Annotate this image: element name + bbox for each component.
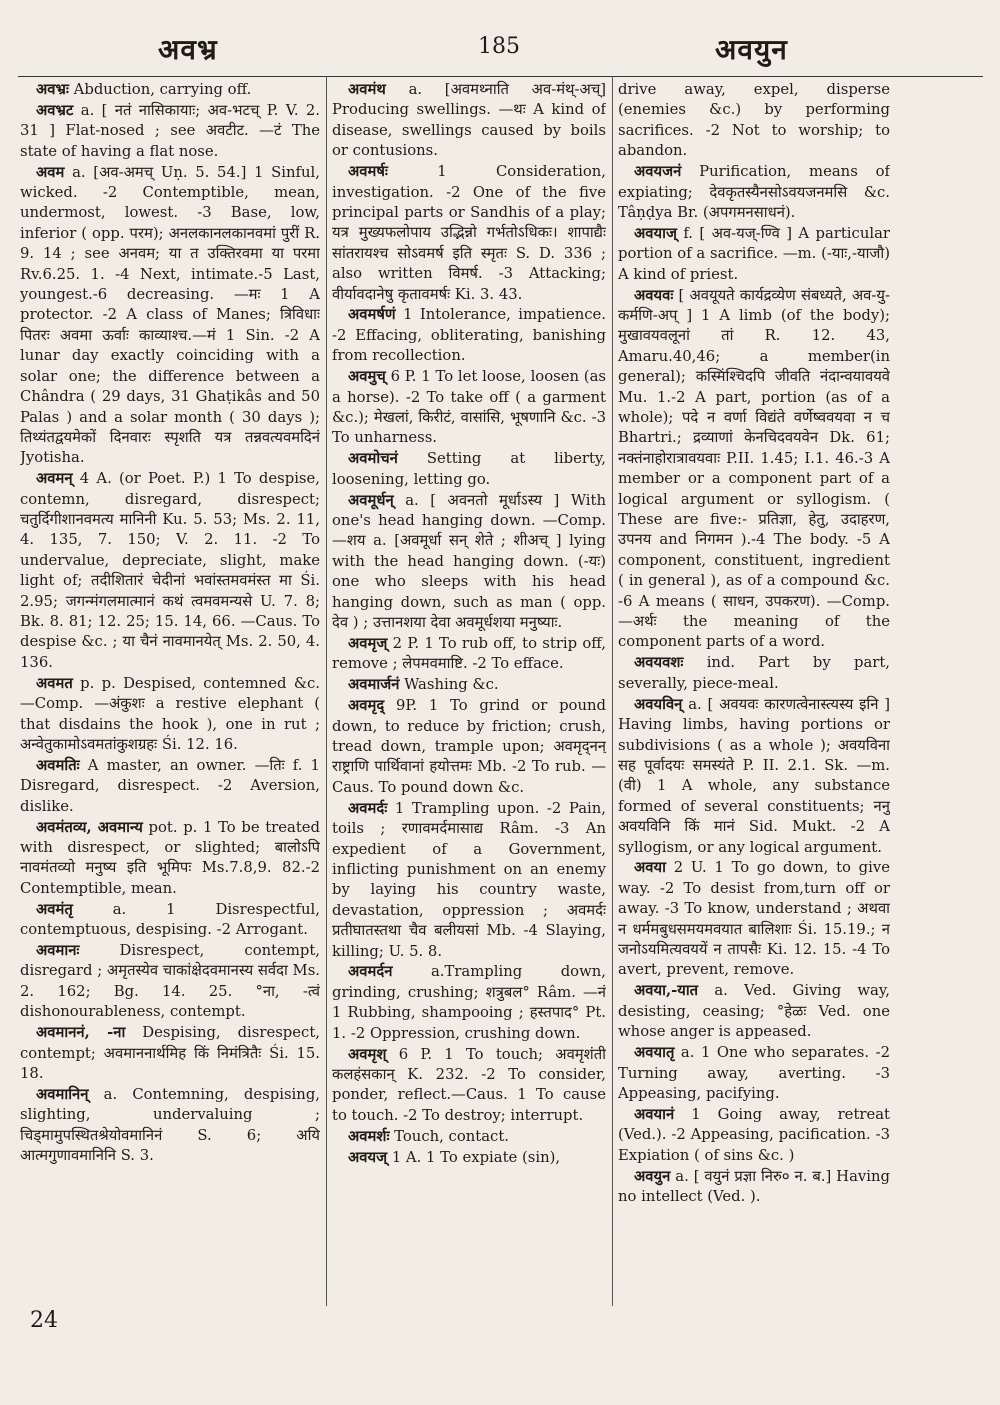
dictionary-entry bbox=[618, 286, 890, 653]
dictionary-entry bbox=[332, 1148, 606, 1168]
dictionary-entry bbox=[20, 818, 320, 900]
dictionary-entry bbox=[618, 1105, 890, 1166]
entry-headword: अवमाननं, -ना bbox=[36, 1024, 126, 1042]
header-rule bbox=[18, 76, 983, 77]
entry-headword: अवयुन bbox=[634, 1167, 671, 1185]
entry-headword: अवमर्षः bbox=[348, 163, 388, 181]
entry-definition: Disrespect, contempt, disregard ; अमृतस्येव चाकांक्षेदवमानस्य सर्वदा Ms. 2. 162; Bg. 14. 25. °ना, -त्वं dishonourableness, contempt. bbox=[20, 942, 320, 1021]
entry-definition: 9P. 1 To grind or pound down, to reduce by friction; crush, tread down, trample upon; अवमृद्नन् राष्ट्राणि पार्थिवानां हयोत्तमः Mb. -2 To rub. —Caus. To pound down &c. bbox=[332, 697, 606, 796]
entry-headword: अवमुच् bbox=[348, 368, 386, 386]
dictionary-entry bbox=[618, 653, 890, 694]
dictionary-entry bbox=[332, 305, 606, 366]
column-divider bbox=[326, 76, 327, 1306]
entry-headword: अवमर्शः bbox=[348, 1127, 390, 1145]
column-1 bbox=[20, 80, 320, 1312]
entry-headword: अवमतिः bbox=[36, 756, 80, 774]
entry-headword: अवभ्रः bbox=[36, 81, 69, 98]
entry-definition: 1 Intolerance, impatience. -2 Effacing, obliterating, banishing from recollection. bbox=[332, 306, 606, 365]
dictionary-entry bbox=[332, 1045, 606, 1127]
dictionary-entry bbox=[20, 674, 320, 756]
entry-headword: अवयाज् bbox=[634, 224, 677, 242]
entry-definition: Purification, means of expiating; देवकृतस्यैनसोऽवयजनमसि &c. Tâṇḍya Br. (अपगमनसाधनं). bbox=[618, 163, 890, 221]
entry-headword: अवमंतव्य, अवमान्य bbox=[36, 818, 143, 836]
entry-definition: a. [ वयुनं प्रज्ञा निरु० न. ब.] Having no intellect (Ved. ). bbox=[618, 1167, 890, 1205]
entry-definition: 2 U. 1 To go down, to give way. -2 To desist from,turn off or away. -3 To know, understand ; अथवा न धर्ममबुधसमयमवयात बालिशाः Śi. 15.19.; न जनोऽयमित्यवययें न तापसैः Ki. 12. 15. -4 To avert, prevent, remove. bbox=[618, 859, 890, 979]
entry-definition: Washing &c. bbox=[404, 676, 499, 694]
entry-definition: a. [ अवनतो मूर्धाऽस्य ] With one's head hanging down. —Comp. —शय a. [अवमूर्धा सन् शेते ; शीअच् ] lying with the head hanging down. (-यः) one who sleeps with his head hanging down, such as man ( opp. देव ) ; उत्तानशया देवा अवमूर्धशया मनुष्याः. bbox=[332, 491, 606, 632]
dictionary-entry bbox=[332, 367, 606, 449]
dictionary-entry bbox=[618, 224, 890, 285]
entry-definition: a. [अव-अमच् Uṇ. 5. 54.] 1 Sinful, wicked. -2 Contemptible, mean, undermost, lowest. -3 Base, low, inferior ( opp. परम); अनलकानलकानवमां पुरीं R. 9. 14 ; see अनवम; या त उक्तिरवमा या परमा Rv.6.25. 1. -4 Next, intimate.-5 Last, youngest.-6 decreasing. —मः 1 A protector. -2 A class of Manes; त्रिविधाः पितरः अवमा ऊर्वाः काव्याश्च.—मं 1 Sin. -2 A lunar day exactly coinciding with a solar one; the difference between a Chândra ( 29 days, 31 Ghaṭikâs and 50 Palas ) and a solar month ( 30 days ); तिथ्यंतद्वयमेकों दिनवारः स्पृशति यत्र तन्नवत्यवमदिनं Jyotisha. bbox=[20, 163, 320, 467]
left-running-headword: अवभ्र bbox=[158, 33, 218, 66]
entry-definition: pot. p. 1 To be treated with disrespect, or slighted; बालोऽपि नावमंतव्यो मनुष्य इति भूमिपः Ms.7.8,9. 82.-2 Contemptible, mean. bbox=[20, 818, 320, 897]
dictionary-entry bbox=[332, 80, 606, 162]
entry-definition: a. 1 Disrespectful, contemptuous, despising. -2 Arrogant. bbox=[20, 900, 320, 939]
dictionary-entry bbox=[20, 900, 320, 941]
entry-headword: अवमंथ bbox=[348, 81, 386, 98]
entry-definition: 6 P. 1 To let loose, loosen (as a horse). -2 To take off ( a garment &c.); मेखलां, किरीटं, वासांसि, भूषणानि &c. -3 To unharness. bbox=[332, 368, 606, 447]
entry-definition: a.Trampling down, grinding, crushing; शत्रुबल° Râm. —नं 1 Rubbing, shampooing ; हस्तपाद° Pt. 1. -2 Oppression, crushing down. bbox=[332, 963, 606, 1042]
entry-headword: अवया bbox=[634, 859, 666, 877]
entry-definition: Despising, disrespect, contempt; अवमाननार्थमिह किं निमंत्रितैः Śi. 15. 18. bbox=[20, 1024, 320, 1082]
entry-definition: [ अवयूयते कार्यद्रव्येण संबध्यते, अव-यु-कर्मणि-अप् ] 1 A limb (of the body); मुखावयवलूनां तां R. 12. 43, Amaru.40,46; a member(in general); कस्मिंश्चिदपि जीवति नंदान्वयावयवे Mu. 1.-2 A part, portion (as of a whole); पदे न वर्णा विद्यंते वर्णेष्ववयवा न च Bhartri.; द्रव्याणां केनचिदवयवेन Dk. 61; नक्तंनाहोरात्रावयवाः P.II. 1.45; I.1. 46.-3 A member or a component part of a logical argument or syllogism. ( These are five:- प्रतिज्ञा, हेतु, उदाहरण, उपनय and निगमन ).-4 The body. -5 A component, constituent, ingredient ( in general ), as of a compound &c. -6 A means ( साधन, उपकरण). —Comp. —अर्थः the meaning of the component parts of a word. bbox=[618, 286, 890, 651]
signature-mark: 24 bbox=[30, 1308, 58, 1333]
entry-definition: a. [ अवयवः कारणत्वेनास्त्यस्य इनि ] Having limbs, having portions or subdivisions ( as a whole ); अवयविना सह पूर्वादयः समस्यंते P. II. 2.1. Sk. —m. (वी) 1 A whole, any substance formed of several constituents; ननु अवयविनि किं मानं Sid. Mukt. -2 A syllogism, or any logical argument. bbox=[618, 695, 890, 856]
dictionary-entry bbox=[332, 634, 606, 675]
entry-definition: p. p. Despised, contemned &c. —Comp. —अंकुशः a restive elephant ( that disdains the hook ), one in rut ; अन्वेतुकामोऽवमतांकुशग्रहः Śi. 12. 16. bbox=[20, 674, 320, 753]
entry-definition: Abduction, carrying off. bbox=[73, 81, 252, 98]
dictionary-entry bbox=[20, 163, 320, 469]
dictionary-entry bbox=[618, 80, 890, 162]
dictionary-entry bbox=[20, 101, 320, 162]
right-running-headword: अवयुन bbox=[715, 33, 788, 66]
entry-headword: अवमृज् bbox=[348, 634, 388, 652]
entry-headword: अवमर्दन bbox=[348, 963, 393, 981]
entry-headword: अवमानिन् bbox=[36, 1085, 89, 1103]
entry-headword: अवयज् bbox=[348, 1148, 388, 1166]
dictionary-entry bbox=[618, 162, 890, 223]
entry-definition: 4 A. (or Poet. P.) 1 To despise, contemn, disregard, disrespect; चतुर्दिगीशानवमत्य मानिनी Ku. 5. 53; Ms. 2. 11, 4. 135, 7. 150; V. 2. 11. -2 To undervalue, depreciate, slight, make light of; तदीशितारं चेदीनां भवांस्तमवमंस्त मा Śi. 2.95; जगन्मंगलमात्मानं कथं त्वमवमन्यसे U. 7. 8; Bk. 8. 81; 12. 25; 15. 14, 66. —Caus. To despise &c. ; या चैनं नावमानयेत् Ms. 2. 50, 4. 136. bbox=[20, 470, 320, 671]
dictionary-entry bbox=[20, 756, 320, 817]
dictionary-entry bbox=[618, 1167, 890, 1208]
entry-definition: f. [ अव-यज्-ण्वि ] A particular portion of a sacrifice. —m. (-याः,-याजौ) A kind of priest. bbox=[618, 224, 890, 283]
dictionary-entry bbox=[20, 80, 320, 100]
entry-headword: अवयजनं bbox=[634, 163, 682, 181]
entry-definition: 1 Going away, retreat (Ved.). -2 Appeasing, pacification. -3 Expiation ( of sins &c. ) bbox=[618, 1105, 890, 1164]
dictionary-entry bbox=[332, 162, 606, 305]
entry-definition: Touch, contact. bbox=[394, 1127, 509, 1145]
entry-headword: अवमंतृ bbox=[36, 900, 73, 918]
entry-definition: a. Contemning, despising, slighting, undervaluing ; चिड्मामुपस्थितश्रेयोवमानिनं S. 6; अयि आत्मगुणावमानिनि S. 3. bbox=[20, 1085, 320, 1165]
dictionary-entry bbox=[332, 449, 606, 490]
dictionary-entry bbox=[618, 981, 890, 1042]
entry-definition: 1 A. 1 To expiate (sin), bbox=[391, 1148, 561, 1166]
entry-headword: अवभ्रट bbox=[36, 101, 74, 119]
entry-definition: ind. Part by part, severally, piece-meal. bbox=[618, 654, 890, 692]
entry-headword: अवमर्दः bbox=[348, 799, 388, 817]
dictionary-entry bbox=[618, 1043, 890, 1104]
entry-headword: अवमार्जनं bbox=[348, 676, 400, 694]
dictionary-entry bbox=[332, 799, 606, 962]
page-header bbox=[0, 30, 1000, 70]
entry-headword: अवयातृ bbox=[634, 1044, 675, 1062]
entry-definition: a. [अवमथ्नाति अव-मंथ्-अच्] Producing swellings. —थः A kind of disease, swellings caused by boils or contusions. bbox=[332, 81, 606, 160]
entry-definition: a. 1 One who separates. -2 Turning away, averting. -3 Appeasing, pacifying. bbox=[618, 1044, 890, 1102]
entry-definition: 6 P. 1 To touch; अवमृशंती कलहंसकान् K. 232. -2 To consider, ponder, reflect.—Caus. 1 To cause to touch. -2 To destroy; interrupt. bbox=[332, 1045, 606, 1124]
dictionary-entry bbox=[332, 675, 606, 695]
dictionary-entry bbox=[20, 1023, 320, 1084]
entry-definition: A master, an owner. —तिः f. 1 Disregard, disrespect. -2 Aversion, dislike. bbox=[20, 756, 320, 815]
entry-headword: अवमोचनं bbox=[348, 450, 398, 468]
column-3 bbox=[618, 80, 890, 1312]
entry-headword: अवमृश् bbox=[348, 1045, 387, 1063]
page-number: 185 bbox=[478, 34, 520, 59]
entry-headword: अवम bbox=[36, 163, 65, 181]
entry-definition: 1 Consideration, investigation. -2 One of the five principal parts or Sandhis of a play; यत्र मुख्यफलोपाय उद्भिन्नो गर्भतोऽधिकः। शापाद्यैः सांतरायश्च सोऽवमर्ष इति स्मृतः S. D. 336 ; also written विमर्ष. -3 Attacking; वीर्यावदानेषु कृतावमर्षः Ki. 3. 43. bbox=[332, 163, 606, 303]
entry-definition: Setting at liberty, loosening, letting go. bbox=[332, 450, 606, 488]
entry-headword: अवयानं bbox=[634, 1105, 675, 1123]
column-2 bbox=[332, 80, 606, 1312]
entry-headword: अवमन् bbox=[36, 470, 73, 488]
entry-headword: अवयवशः bbox=[634, 654, 684, 672]
dictionary-entry bbox=[618, 695, 890, 858]
entry-definition: 2 P. 1 To rub off, to strip off, remove ; लेपमवमाष्टि. -2 To efface. bbox=[332, 634, 606, 673]
dictionary-entry bbox=[20, 941, 320, 1023]
dictionary-entry bbox=[332, 1127, 606, 1147]
entry-definition: a. Ved. Giving way, desisting, ceasing; °हेळः Ved. one whose anger is appeased. bbox=[618, 982, 890, 1041]
entry-headword: अवयवः bbox=[634, 286, 674, 304]
entry-headword: अवमानः bbox=[36, 942, 80, 960]
dictionary-entry bbox=[20, 1085, 320, 1167]
dictionary-entry bbox=[618, 858, 890, 980]
entry-headword: अवमर्षणं bbox=[348, 306, 396, 324]
dictionary-entry bbox=[20, 469, 320, 673]
entry-headword: अवयविन् bbox=[634, 695, 683, 713]
dictionary-entry bbox=[332, 696, 606, 798]
entry-headword: अवमृद् bbox=[348, 697, 385, 715]
column-divider bbox=[612, 76, 613, 1306]
entry-definition: a. [ नतं नासिकायाः; अव-भटच् P. V. 2. 31 ] Flat-nosed ; see अवटीट. —टं The state of having a flat nose. bbox=[20, 101, 320, 160]
entry-definition: 1 Trampling upon. -2 Pain, toils ; रणावमर्दमासाद्य Râm. -3 An expedient of a Government, inflicting punishment on an enemy by laying his country waste, devastation, oppression ; अवमर्दः प्रतीघातस्तथा चैव बलीयसां Mb. -4 Slaying, killing; U. 5. 8. bbox=[332, 799, 606, 960]
entry-headword: अवया,-यात bbox=[634, 982, 699, 1000]
dictionary-entry bbox=[332, 962, 606, 1044]
entry-headword: अवमूर्धन् bbox=[348, 491, 394, 509]
dictionary-entry bbox=[332, 491, 606, 634]
entry-headword: अवमत bbox=[36, 674, 73, 692]
entry-definition: drive away, expel, disperse (enemies &c.) by performing sacrifices. -2 Not to worship; to abandon. bbox=[618, 81, 890, 160]
